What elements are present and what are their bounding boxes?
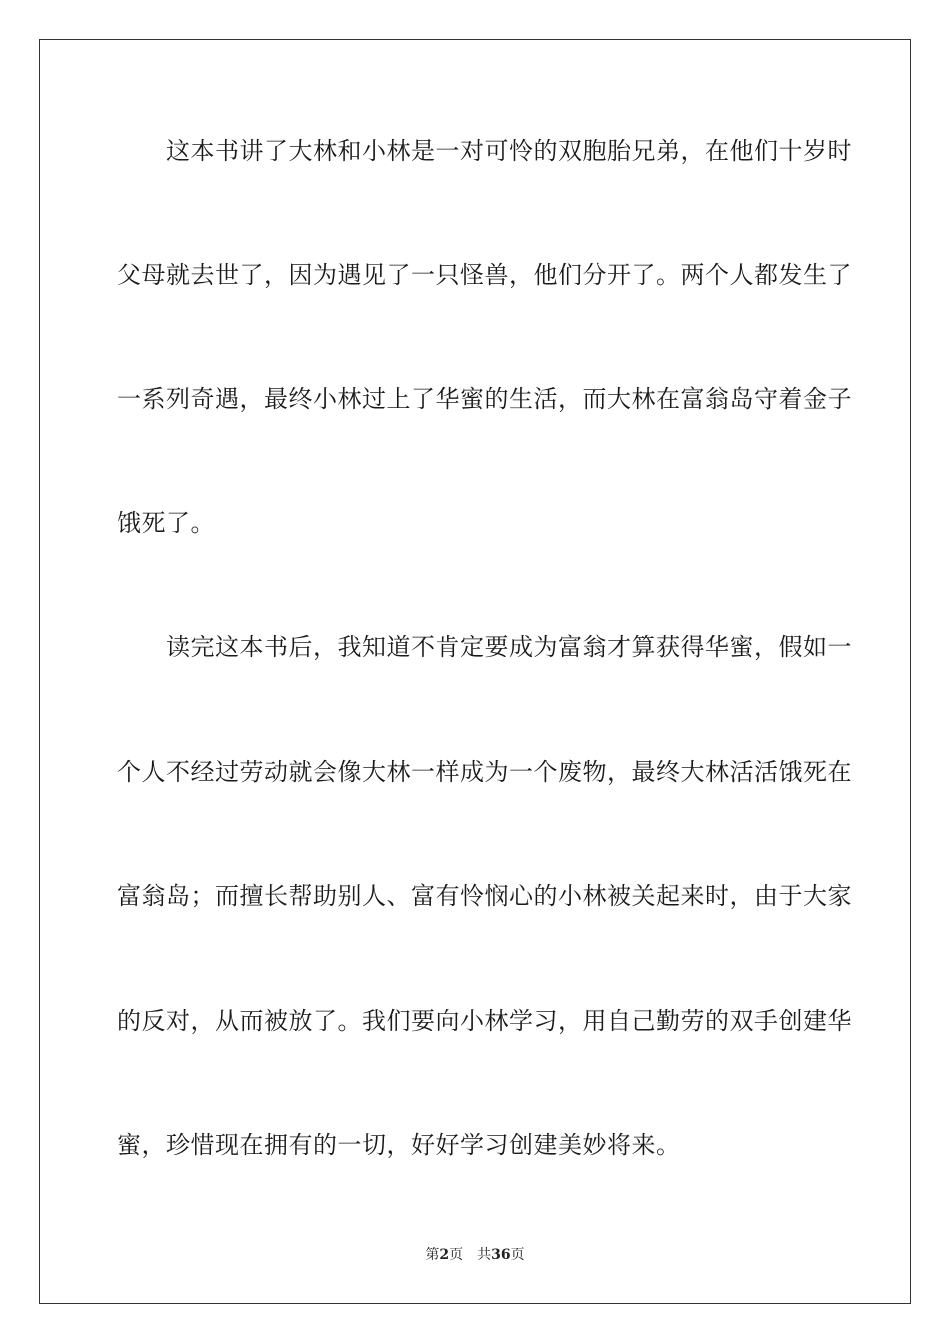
text-line: 富翁岛；而擅长帮助别人、富有怜悯心的小林被关起来时，由于大家	[117, 882, 852, 910]
text-line: 读完这本书后，我知道不肯定要成为富翁才算获得华蜜，假如一	[117, 633, 852, 661]
text-line: 个人不经过劳动就会像大林一样成为一个废物，最终大林活活饿死在	[117, 758, 852, 786]
page-prefix: 第	[425, 1247, 440, 1263]
page-border	[39, 39, 911, 1304]
text-line: 饿死了。	[117, 509, 215, 537]
total-pages: 36	[491, 1247, 511, 1263]
text-line: 蜜，珍惜现在拥有的一切，好好学习创建美妙将来。	[117, 1131, 681, 1159]
page-suffix: 页	[449, 1247, 464, 1263]
page-footer	[0, 1246, 950, 1264]
page-number: 2	[439, 1247, 450, 1263]
text-line: 一系列奇遇，最终小林过上了华蜜的生活，而大林在富翁岛守着金子	[117, 385, 852, 413]
total-suffix: 页	[510, 1247, 525, 1263]
text-line: 父母就去世了，因为遇见了一只怪兽，他们分开了。两个人都发生了	[117, 261, 852, 289]
text-line: 这本书讲了大林和小林是一对可怜的双胞胎兄弟，在他们十岁时	[117, 137, 852, 165]
total-prefix: 共	[477, 1247, 492, 1263]
text-line: 的反对，从而被放了。我们要向小林学习，用自己勤劳的双手创建华	[117, 1007, 852, 1035]
